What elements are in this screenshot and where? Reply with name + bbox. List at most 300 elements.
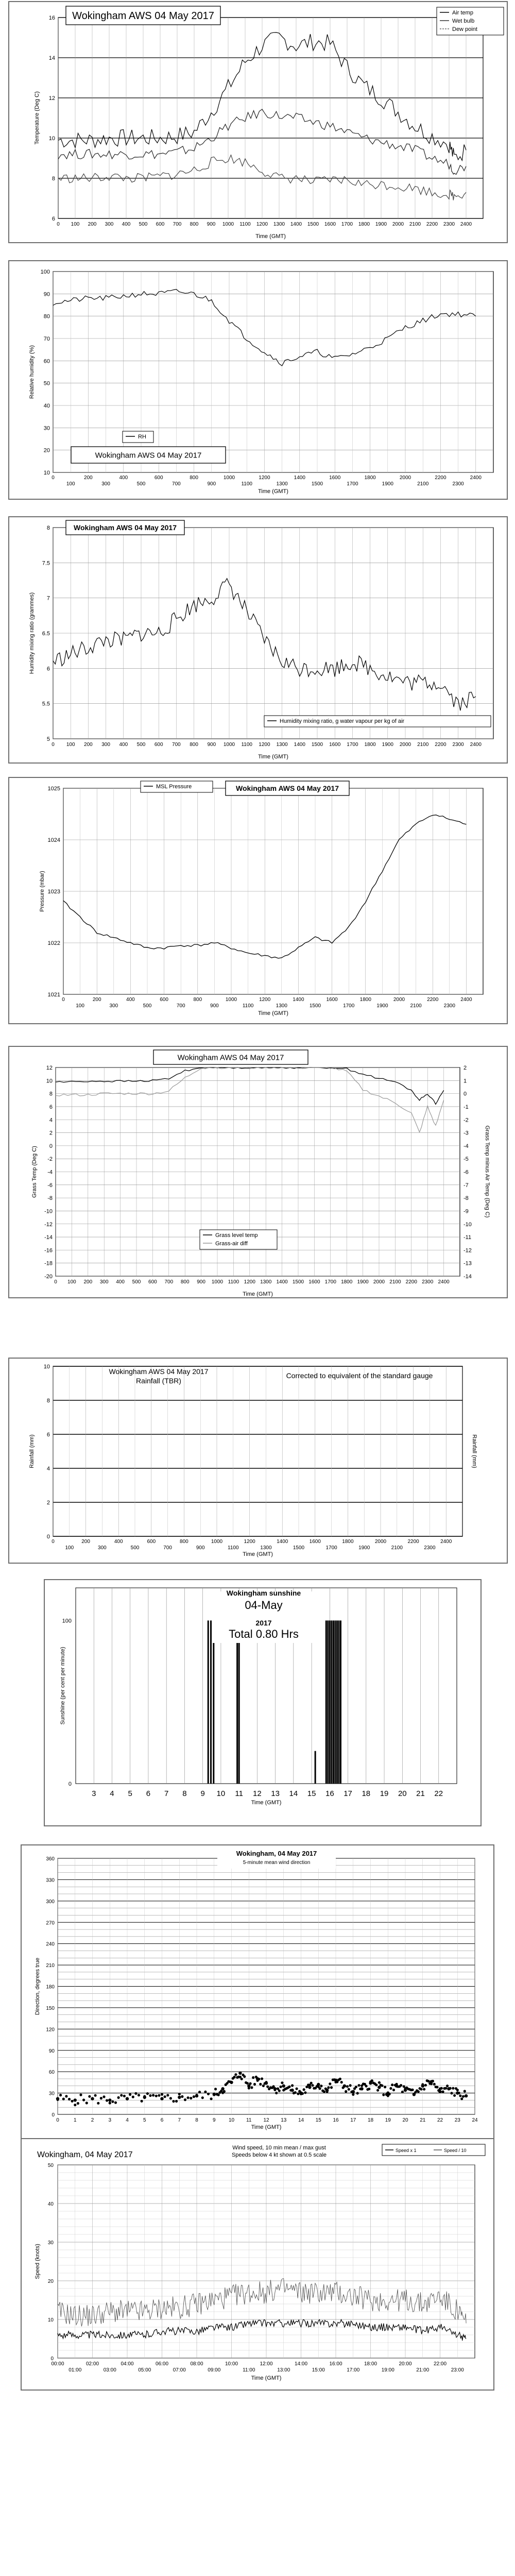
x-tick-label: 200 — [88, 222, 97, 227]
y-tick-label: -12 — [44, 1221, 53, 1228]
x-tick-label: 20:00 — [399, 2361, 412, 2367]
wind-direction-point — [355, 2086, 357, 2088]
x-tick-label: 1200 — [256, 222, 268, 227]
x-tick-label: 7 — [164, 1789, 169, 1798]
x-tick-label: 12 — [263, 2117, 269, 2123]
wind-direction-point — [207, 2093, 210, 2095]
x-tick-label: 200 — [92, 997, 101, 1003]
y-tick-label: 240 — [46, 1941, 55, 1947]
y-tick-label: 4 — [49, 1117, 53, 1124]
x-tick-label: 900 — [207, 481, 216, 487]
x-tick-label: 100 — [66, 481, 75, 487]
wind-direction-point — [169, 2097, 172, 2099]
x-tick-label: 1500 — [311, 742, 323, 748]
x-tick-label: 1900 — [358, 1545, 370, 1551]
x-tick-label: 22 — [437, 2117, 443, 2123]
x-tick-label: 01:00 — [68, 2367, 82, 2373]
wind-direction-point — [382, 2093, 385, 2096]
y-tick-label: 150 — [46, 2005, 55, 2011]
sunshine-chart — [45, 1580, 480, 1825]
x-tick-label: 14:00 — [294, 2361, 308, 2367]
x-tick-label: 100 — [65, 1545, 74, 1551]
y-tick-label: 0 — [52, 2112, 55, 2118]
x-tick-label: 1600 — [326, 997, 338, 1003]
wind-direction-point — [238, 2072, 242, 2075]
wind-direction-point — [391, 2083, 393, 2086]
y-tick-label: 8 — [46, 525, 50, 531]
wind-direction-point — [401, 2091, 404, 2093]
wind-direction-point — [88, 2095, 91, 2098]
wind-direction-point — [261, 2077, 263, 2080]
x-tick-label: 1000 — [211, 1539, 223, 1545]
wind-direction-point — [243, 2075, 246, 2078]
wind-direction-point — [266, 2086, 269, 2088]
wind-direction-point — [160, 2097, 163, 2100]
x-tick-label: 2300 — [452, 742, 464, 748]
x-tick-label: 13:00 — [277, 2367, 290, 2373]
x-tick-label: 800 — [180, 1279, 190, 1285]
wind-direction-point — [352, 2090, 355, 2093]
wind-direction-point — [178, 2096, 181, 2099]
x-tick-label: 0 — [56, 2117, 59, 2123]
wind-direction-point — [352, 2093, 354, 2096]
wind-direction-point — [329, 2082, 331, 2085]
wind-direction-point — [339, 2078, 341, 2080]
x-tick-label: 5 — [143, 2117, 146, 2123]
x-tick-label: 700 — [172, 742, 181, 748]
x-tick-label: 1400 — [293, 997, 304, 1003]
x-tick-label: 0 — [52, 1539, 55, 1545]
x-axis-label: Time (GMT) — [258, 754, 288, 760]
y2-tick-label: -5 — [464, 1156, 469, 1163]
x-tick-label: 9 — [200, 1789, 205, 1798]
wind-direction-point — [204, 2091, 207, 2093]
y-tick-label: 330 — [46, 1877, 55, 1884]
x-tick-label: 2400 — [460, 997, 472, 1003]
y2-tick-label: -4 — [464, 1143, 469, 1149]
y-tick-label: 8 — [52, 176, 55, 182]
x-tick-label: 2100 — [417, 742, 429, 748]
wind-direction-point — [214, 2088, 217, 2090]
x-tick-label: 700 — [163, 1545, 172, 1551]
wind-direction-point — [375, 2083, 377, 2086]
x-tick-label: 1700 — [347, 742, 358, 748]
x-tick-label: 08:00 — [190, 2361, 203, 2367]
wind-direction-point — [172, 2100, 175, 2103]
x-tick-label: 1800 — [364, 742, 376, 748]
wind-direction-point — [404, 2089, 407, 2092]
x-tick-label: 100 — [76, 1003, 84, 1009]
x-tick-label: 23 — [454, 2117, 460, 2123]
wind-direction-point — [193, 2095, 195, 2098]
wind-direction-point — [459, 2094, 461, 2097]
x-tick-label: 1400 — [276, 1279, 288, 1285]
wind-direction-point — [126, 2097, 129, 2100]
x-tick-label: 100 — [71, 222, 80, 227]
x-tick-label: 2200 — [405, 1279, 417, 1285]
y-tick-label: 120 — [46, 2027, 55, 2033]
wind-direction-point — [62, 2098, 65, 2100]
y-tick-label: 7 — [46, 595, 50, 602]
legend-label: Dew point — [452, 26, 477, 32]
mixing-ratio-chart-panel — [8, 516, 508, 764]
wind-direction-point — [392, 2089, 395, 2091]
x-tick-label: 1100 — [241, 742, 252, 748]
y2-tick-label: -3 — [464, 1130, 469, 1137]
x-tick-label: 600 — [160, 997, 168, 1003]
legend-label: RH — [138, 434, 146, 440]
wind-direction-point — [386, 2091, 389, 2094]
wind-direction-point — [158, 2094, 160, 2097]
x-tick-label: 2100 — [409, 222, 421, 227]
wind-direction-point — [376, 2089, 379, 2092]
wind-direction-point — [74, 2104, 76, 2106]
x-tick-label: 05:00 — [138, 2367, 151, 2373]
y-axis-label: Relative humidity (%) — [29, 345, 35, 399]
x-tick-label: 600 — [148, 1279, 157, 1285]
x-tick-label: 800 — [190, 742, 198, 748]
x-tick-label: 2200 — [426, 222, 438, 227]
wind-direction-point — [114, 2102, 117, 2104]
x-tick-label: 2000 — [374, 1539, 387, 1545]
x-tick-label: 1300 — [276, 742, 288, 748]
x-tick-label: 1800 — [358, 222, 370, 227]
y-axis-label: Grass Temp (Deg C) — [31, 1146, 38, 1198]
x-tick-label: 4 — [110, 1789, 114, 1798]
x-tick-label: 2400 — [440, 1539, 452, 1545]
y-tick-label: 20 — [43, 447, 50, 454]
y-tick-label: 6 — [46, 666, 50, 672]
y-tick-label: 0 — [46, 1534, 50, 1540]
y-tick-label: 10 — [47, 2317, 54, 2323]
x-tick-label: 2400 — [460, 222, 472, 227]
x-tick-label: 800 — [180, 1539, 188, 1545]
chart-title: Wokingham AWS 04 May 2017 — [74, 523, 177, 532]
x-tick-label: 300 — [99, 1279, 109, 1285]
wind-direction-point — [120, 2094, 123, 2096]
wind-direction-point — [400, 2084, 402, 2087]
x-tick-label: 07:00 — [173, 2367, 186, 2373]
x-tick-label: 1300 — [260, 1545, 272, 1551]
x-tick-label: 10 — [228, 2117, 235, 2123]
wind-direction-point — [294, 2091, 297, 2094]
humidity-chart — [9, 261, 507, 499]
x-tick-label: 2400 — [438, 1279, 450, 1285]
y-axis-label: Speed (knots) — [35, 2244, 41, 2279]
y-tick-label: -18 — [44, 1260, 53, 1267]
x-tick-label: 800 — [193, 997, 202, 1003]
y-axis-label: Pressure (mbar) — [39, 871, 45, 912]
y2-tick-label: -14 — [464, 1274, 472, 1280]
y-tick-label: 40 — [43, 403, 50, 409]
x-tick-label: 1800 — [359, 997, 371, 1003]
temperature-chart — [9, 2, 507, 242]
x-tick-label: 02:00 — [85, 2361, 99, 2367]
x-tick-label: 1000 — [211, 1279, 224, 1285]
wind-direction-point — [282, 2084, 285, 2088]
y-tick-label: 60 — [48, 2070, 55, 2076]
y-tick-label: 70 — [43, 336, 50, 342]
y2-tick-label: -9 — [464, 1208, 469, 1215]
legend-label: MSL Pressure — [156, 784, 192, 790]
x-tick-label: 1100 — [228, 1279, 239, 1285]
x-tick-label: 23:00 — [451, 2367, 464, 2373]
x-tick-label: 2300 — [443, 222, 455, 227]
wind-speed-chart-panel — [21, 2138, 494, 2391]
wind-direction-point — [108, 2098, 111, 2102]
x-tick-label: 2400 — [470, 475, 482, 481]
x-tick-label: 1300 — [273, 222, 285, 227]
x-tick-label: 03:00 — [103, 2367, 116, 2373]
x-tick-label: 400 — [119, 475, 128, 481]
wind-direction-point — [223, 2090, 226, 2093]
y-tick-label: 30 — [47, 2240, 54, 2246]
wind-direction-point — [357, 2084, 360, 2087]
y-tick-label: 100 — [40, 269, 50, 275]
wind-direction-point — [138, 2094, 140, 2096]
wind-direction-point — [221, 2087, 224, 2090]
x-tick-label: 600 — [156, 222, 165, 227]
y-axis-label: Direction, degrees true — [35, 1957, 41, 2015]
y-axis-label: Rainfall (mm) — [29, 1434, 35, 1468]
wind-direction-point — [164, 2095, 166, 2098]
wind-direction-point — [288, 2086, 290, 2088]
wind-direction-point — [290, 2089, 294, 2092]
wind-direction-point — [278, 2090, 281, 2092]
x-tick-label: 1900 — [376, 1003, 388, 1009]
grass-temp-chart-panel — [8, 1046, 508, 1298]
x-tick-label: 06:00 — [155, 2361, 169, 2367]
y-tick-label: 10 — [46, 1078, 53, 1084]
x-tick-label: 500 — [139, 222, 148, 227]
x-tick-label: 1600 — [309, 1539, 321, 1545]
plot-area — [53, 272, 493, 472]
x-axis-label: Time (GMT) — [251, 2124, 282, 2130]
x-tick-label: 2300 — [422, 1279, 434, 1285]
x-tick-label: 300 — [101, 742, 110, 748]
y2-tick-label: -7 — [464, 1182, 469, 1189]
y-tick-label: 1025 — [47, 786, 60, 792]
y-tick-label: 10 — [43, 1364, 50, 1370]
wind-direction-point — [447, 2087, 450, 2090]
y-tick-label: 7.5 — [42, 560, 50, 567]
wind-direction-point — [450, 2092, 453, 2094]
x-tick-label: 2000 — [399, 475, 411, 481]
wind-direction-point — [247, 2084, 250, 2088]
y-tick-label: 5.5 — [42, 701, 50, 707]
x-tick-label: 1500 — [307, 222, 319, 227]
x-tick-label: 15:00 — [312, 2367, 325, 2373]
wind-direction-point — [201, 2096, 204, 2099]
wind-direction-point — [413, 2093, 416, 2096]
x-tick-label: 0 — [62, 997, 65, 1003]
x-tick-label: 300 — [101, 481, 110, 487]
x-tick-label: 11 — [235, 1789, 243, 1798]
x-tick-label: 09:00 — [208, 2367, 221, 2373]
wind-direction-point — [456, 2089, 459, 2091]
x-tick-label: 700 — [164, 1279, 174, 1285]
x-tick-label: 22 — [434, 1789, 443, 1798]
wind-direction-point — [149, 2094, 151, 2097]
x-tick-label: 200 — [84, 475, 93, 481]
x-tick-label: 10:00 — [225, 2361, 238, 2367]
x-tick-label: 2000 — [399, 742, 411, 748]
x-tick-label: 1000 — [222, 222, 234, 227]
x-tick-label: 1700 — [324, 1279, 336, 1285]
x-tick-label: 2200 — [427, 997, 439, 1003]
x-tick-label: 16 — [333, 2117, 339, 2123]
x-tick-label: 0 — [54, 1279, 57, 1285]
y-tick-label: -20 — [44, 1274, 53, 1280]
wind-direction-point — [253, 2083, 256, 2086]
x-tick-label: 0 — [57, 222, 60, 227]
sunshine-chart-panel — [44, 1579, 482, 1826]
wind-direction-point — [230, 2081, 233, 2084]
y2-tick-label: 1 — [464, 1078, 467, 1084]
wind-direction-point — [421, 2084, 424, 2088]
wind-direction-point — [346, 2085, 349, 2088]
wind-direction-point — [146, 2092, 149, 2095]
wind-direction-point — [330, 2086, 333, 2089]
x-tick-label: 2000 — [373, 1279, 385, 1285]
y-axis-label: Humidity mixing ratio (grammes) — [29, 592, 35, 674]
x-tick-label: 9 — [212, 2117, 216, 2123]
legend-label: Grass level temp — [215, 1232, 258, 1239]
x-tick-label: 6 — [146, 1789, 151, 1798]
x-tick-label: 1300 — [276, 1003, 287, 1009]
x-tick-label: 2100 — [389, 1279, 401, 1285]
y-tick-label: 50 — [47, 2163, 54, 2168]
x-tick-label: 16 — [325, 1789, 334, 1798]
x-tick-label: 22:00 — [433, 2361, 447, 2367]
y-tick-label: -8 — [47, 1195, 53, 1202]
x-tick-label: 900 — [196, 1545, 205, 1551]
y-tick-label: 16 — [48, 15, 55, 21]
wind-direction-point — [178, 2093, 181, 2095]
wind-direction-point — [102, 2095, 105, 2098]
x-axis-label: Time (GMT) — [251, 1800, 282, 1806]
x-tick-label: 11 — [246, 2117, 252, 2123]
x-tick-label: 1500 — [311, 481, 323, 487]
wind-direction-point — [348, 2088, 350, 2091]
x-tick-label: 600 — [154, 742, 163, 748]
x-tick-label: 17:00 — [347, 2367, 360, 2373]
x-tick-label: 1200 — [259, 742, 270, 748]
x-tick-label: 17 — [344, 1789, 352, 1798]
x-tick-label: 6 — [160, 2117, 164, 2123]
wind-direction-point — [106, 2099, 108, 2102]
wind-direction-point — [356, 2092, 359, 2094]
x-tick-label: 1900 — [382, 481, 393, 487]
y-tick-label: 10 — [43, 470, 50, 476]
wind-direction-point — [141, 2100, 143, 2103]
y-tick-label: 1022 — [47, 940, 60, 946]
wind-direction-point — [299, 2091, 302, 2094]
x-tick-label: 7 — [178, 2117, 181, 2123]
x-tick-label: 12 — [253, 1789, 262, 1798]
x-tick-label: 500 — [143, 1003, 152, 1009]
wind-speed-chart — [22, 2139, 493, 2389]
x-tick-label: 1500 — [292, 1279, 304, 1285]
x-tick-label: 1200 — [244, 1539, 255, 1545]
wind-direction-point — [234, 2073, 237, 2076]
wind-direction-point — [378, 2081, 381, 2084]
y-tick-label: -2 — [47, 1156, 53, 1163]
wind-direction-point — [417, 2090, 420, 2093]
x-tick-label: 2 — [91, 2117, 94, 2123]
x-tick-label: 3 — [108, 2117, 112, 2123]
wind-direction-point — [175, 2100, 178, 2103]
rainfall-chart-panel — [8, 1358, 508, 1564]
x-tick-label: 10 — [216, 1789, 226, 1798]
x-axis-label: Time (GMT) — [258, 488, 288, 495]
y-tick-label: 90 — [48, 2048, 55, 2054]
x-tick-label: 1200 — [259, 475, 270, 481]
wind-direction-point — [340, 2081, 343, 2083]
y2-tick-label: -13 — [464, 1260, 472, 1267]
wind-direction-point — [134, 2092, 137, 2095]
y-axis-label: Temperature (Deg C) — [34, 91, 40, 145]
y-tick-label: 180 — [46, 1984, 55, 1990]
y-tick-label: 2 — [49, 1130, 53, 1137]
x-tick-label: 1400 — [294, 475, 305, 481]
wind-direction-chart — [22, 1845, 493, 2140]
y-tick-label: 40 — [47, 2201, 54, 2207]
x-tick-label: 13 — [271, 1789, 280, 1798]
x-tick-label: 20 — [398, 1789, 407, 1798]
x-tick-label: 1700 — [341, 222, 353, 227]
wind-direction-point — [464, 2090, 466, 2092]
x-tick-label: 900 — [207, 222, 216, 227]
wind-direction-point — [109, 2102, 111, 2104]
x-tick-label: 18:00 — [364, 2361, 377, 2367]
y-tick-label: 1024 — [47, 837, 60, 843]
wind-direction-point — [195, 2094, 198, 2097]
wind-direction-point — [325, 2089, 329, 2092]
wind-direction-point — [152, 2094, 154, 2096]
x-tick-label: 500 — [136, 742, 146, 748]
x-tick-label: 400 — [122, 222, 131, 227]
y-tick-label: 60 — [43, 358, 50, 365]
x-tick-label: 5 — [128, 1789, 132, 1798]
grass-temp-chart — [9, 1047, 507, 1297]
x-tick-label: 19 — [385, 2117, 391, 2123]
y-tick-label: 300 — [46, 1899, 55, 1905]
wind-direction-point — [181, 2095, 183, 2098]
chart-title: Wokingham AWS 04 May 2017 — [177, 1053, 284, 1062]
wind-direction-point — [71, 2100, 74, 2103]
chart-title: Wokingham, 04 May 2017 — [37, 2150, 133, 2159]
wind-direction-point — [369, 2081, 372, 2084]
x-tick-label: 900 — [207, 742, 216, 748]
wind-direction-point — [143, 2096, 146, 2099]
y-tick-label: 14 — [48, 55, 55, 61]
chart-note: Speeds below 4 kt shown at 0.5 scale — [231, 2152, 327, 2158]
wind-direction-point — [424, 2084, 427, 2087]
x-tick-label: 1100 — [228, 1545, 239, 1551]
wind-direction-point — [198, 2091, 201, 2093]
x-tick-label: 400 — [126, 997, 135, 1003]
chart-total: Total 0.80 Hrs — [229, 1628, 299, 1640]
x-tick-label: 12:00 — [260, 2361, 273, 2367]
wind-direction-point — [365, 2085, 368, 2088]
y2-tick-label: -11 — [464, 1234, 472, 1241]
wind-direction-point — [384, 2086, 386, 2088]
x-tick-label: 2000 — [392, 222, 404, 227]
legend-label: Speed / 10 — [444, 2148, 467, 2153]
x-tick-label: 1300 — [260, 1279, 272, 1285]
wind-direction-point — [334, 2079, 337, 2082]
